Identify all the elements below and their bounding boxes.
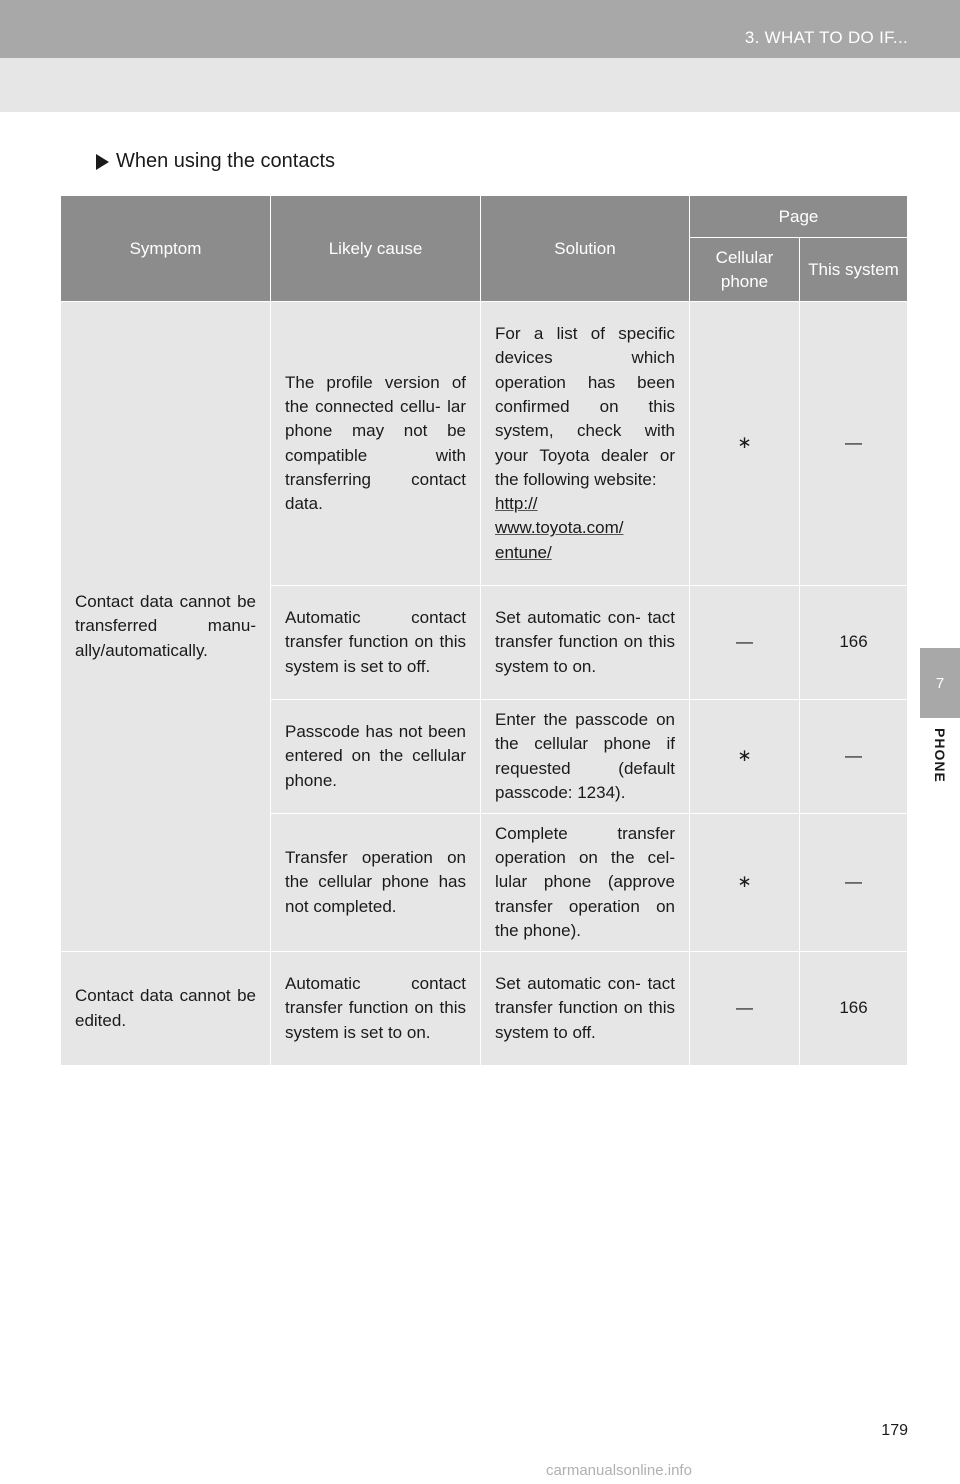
header-this-system: This system <box>800 238 908 302</box>
cause-cell: Passcode has not been entered on the cellular phone. <box>271 700 481 814</box>
chapter-tab[interactable] <box>920 648 960 718</box>
symptom-cell: Contact data cannot be edited. <box>61 952 271 1066</box>
symptom-cell: Contact data cannot be transferred manu- ally/automatically. <box>61 302 271 952</box>
header-subbar <box>0 58 960 112</box>
header-page: Page <box>690 196 908 238</box>
chapter-title: 3. WHAT TO DO IF... <box>744 28 908 47</box>
solution-cell: Enter the passcode on the cellular phone if requested (default passcode: 1234). <box>481 700 690 814</box>
website-link[interactable]: www.toyota.com/ <box>495 518 624 538</box>
table-row <box>61 952 908 1066</box>
solution-cell <box>481 302 690 586</box>
cellular-page-cell: — <box>690 952 800 1066</box>
table-row <box>61 302 908 586</box>
website-link[interactable]: http:// <box>495 494 538 514</box>
cellular-page-cell: ∗ <box>690 700 800 814</box>
header-symptom: Symptom <box>61 196 271 302</box>
system-page-cell: — <box>800 700 908 814</box>
cause-cell: Automatic contact transfer function on this system is set to on. <box>271 952 481 1066</box>
system-page-cell: — <box>800 302 908 586</box>
solution-cell: Set automatic con- tact transfer function on this system to on. <box>481 586 690 700</box>
website-link[interactable]: entune/ <box>495 542 552 562</box>
cellular-page-cell: ∗ <box>690 302 800 586</box>
system-page-cell: 166 <box>800 952 908 1066</box>
cause-cell: Automatic contact transfer function on this system is set to off. <box>271 586 481 700</box>
cellular-page-cell: — <box>690 586 800 700</box>
cellular-page-cell: ∗ <box>690 814 800 952</box>
system-page-cell: 166 <box>800 586 908 700</box>
solution-text: For a list of specific devices which operation has been confirmed on this system, check with your Toyota dealer or the following website: <box>495 324 675 489</box>
solution-cell: Complete transfer operation on the cel- lular phone (approve transfer operation on the phone). <box>481 814 690 952</box>
solution-cell: Set automatic con- tact transfer function on this system to off. <box>481 952 690 1066</box>
header-cellular-phone: Cellular phone <box>690 238 800 302</box>
cause-cell: Transfer operation on the cellular phone has not completed. <box>271 814 481 952</box>
chapter-tab-label: PHONE <box>932 728 948 783</box>
header-bar <box>0 0 960 58</box>
header-solution: Solution <box>481 196 690 302</box>
page-number: 179 <box>881 1422 908 1439</box>
watermark: carmanualsonline.info <box>546 1462 692 1479</box>
section-heading <box>96 150 335 173</box>
triangle-bullet-icon <box>96 154 109 170</box>
header-likely-cause: Likely cause <box>271 196 481 302</box>
system-page-cell: — <box>800 814 908 952</box>
troubleshooting-table <box>60 195 908 1066</box>
cause-cell: The profile version of the connected cellu- lar phone may not be compatible with transferring contact data. <box>271 302 481 586</box>
chapter-tab-number: 7 <box>935 674 945 692</box>
section-heading-text: When using the contacts <box>116 150 336 172</box>
